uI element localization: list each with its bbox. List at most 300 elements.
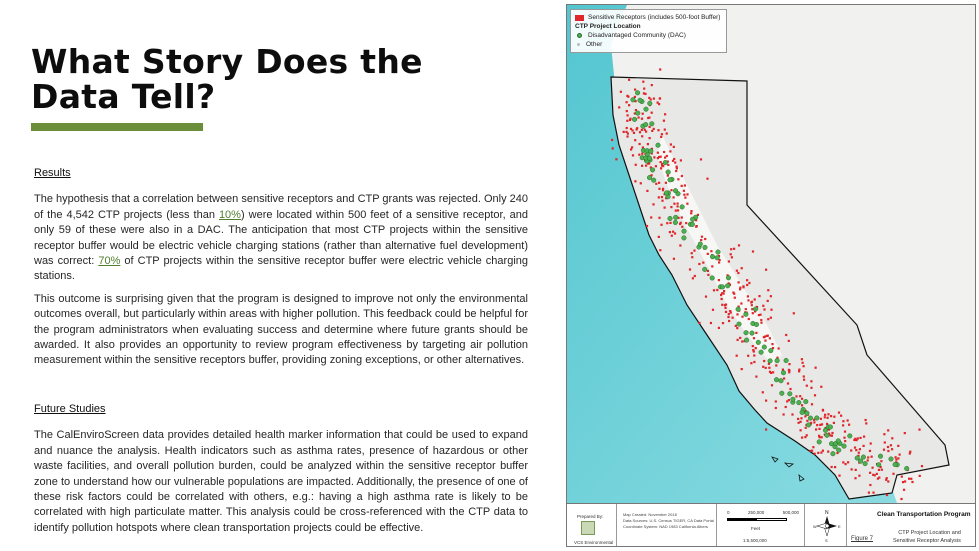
receptor-point <box>733 248 735 250</box>
receptor-point <box>799 395 801 397</box>
receptor-point <box>729 310 731 312</box>
dac-point <box>744 330 749 335</box>
receptor-point <box>677 178 679 180</box>
receptor-point <box>859 437 861 439</box>
svg-text:S: S <box>825 538 828 543</box>
receptor-point <box>759 314 761 316</box>
receptor-point <box>625 131 627 133</box>
receptor-point <box>684 184 686 186</box>
receptor-point <box>683 194 685 196</box>
receptor-point <box>724 304 726 306</box>
company-name: VCS Environmental <box>574 540 614 545</box>
receptor-point <box>658 188 660 190</box>
receptor-point <box>734 297 736 299</box>
receptor-point <box>751 301 753 303</box>
receptor-point <box>666 222 668 224</box>
receptor-point <box>612 147 614 149</box>
receptor-point <box>811 450 813 452</box>
receptor-point <box>641 129 643 131</box>
results-p1-part-b: ) were located within 500 feet of a sensitive receptor, and only 59 of these were also in a DAC. The anticipation that most CTP projects within the sensitive receptor buffer would be electric vehicle charging stations (rather than alternative fuel development) was correct: <box>34 208 528 268</box>
receptor-point <box>830 415 832 417</box>
receptor-point <box>626 135 628 137</box>
receptor-point <box>737 339 739 341</box>
receptor-point <box>818 428 820 430</box>
receptor-point <box>817 452 819 454</box>
receptor-point <box>736 313 738 315</box>
receptor-point <box>665 182 667 184</box>
receptor-point <box>872 492 874 494</box>
dac-point <box>631 98 636 103</box>
receptor-point <box>741 368 743 370</box>
receptor-point <box>681 185 683 187</box>
receptor-point <box>673 258 675 260</box>
receptor-point <box>904 480 906 482</box>
receptor-point <box>753 350 755 352</box>
receptor-point <box>661 200 663 202</box>
map-footer <box>567 503 975 547</box>
receptor-point <box>800 417 802 419</box>
receptor-point <box>661 165 663 167</box>
california-map-figure <box>566 4 976 547</box>
receptor-point <box>639 131 641 133</box>
receptor-point <box>667 164 669 166</box>
receptor-point <box>638 154 640 156</box>
receptor-point <box>863 445 865 447</box>
dac-point <box>775 358 780 363</box>
receptor-point <box>627 114 629 116</box>
receptor-point <box>765 367 767 369</box>
receptor-point <box>645 131 647 133</box>
receptor-point <box>891 448 893 450</box>
receptor-point <box>762 391 764 393</box>
receptor-point <box>763 336 765 338</box>
receptor-point <box>887 446 889 448</box>
receptor-point <box>764 340 766 342</box>
receptor-point <box>669 150 671 152</box>
receptor-point <box>840 415 842 417</box>
receptor-point <box>694 275 696 277</box>
receptor-point <box>629 118 631 120</box>
receptor-point <box>628 104 630 106</box>
receptor-point <box>661 133 663 135</box>
receptor-point <box>660 224 662 226</box>
receptor-point <box>747 295 749 297</box>
receptor-point <box>751 304 753 306</box>
receptor-point <box>803 375 805 377</box>
receptor-point <box>707 270 709 272</box>
dac-point <box>690 217 695 222</box>
receptor-point <box>630 148 632 150</box>
receptor-point <box>818 435 820 437</box>
dac-point <box>800 410 805 415</box>
dac-point <box>889 457 894 462</box>
receptor-point <box>650 216 652 218</box>
results-paragraph-1 <box>34 192 528 284</box>
receptor-point <box>748 282 750 284</box>
receptor-point <box>771 384 773 386</box>
receptor-point <box>814 453 816 455</box>
page-title: What Story Does the Data Tell? <box>31 42 423 116</box>
receptor-point <box>820 386 822 388</box>
dac-point <box>848 434 853 439</box>
dac-point <box>638 98 643 103</box>
receptor-point <box>657 129 659 131</box>
receptor-point <box>660 161 662 163</box>
receptor-point <box>636 128 638 130</box>
receptor-point <box>663 151 665 153</box>
map-subtitle-line-1: CTP Project Location and <box>898 530 961 536</box>
dac-point <box>647 156 652 161</box>
legend-receptors-label: Sensitive Receptors (includes 500-foot Buffer) <box>588 14 721 21</box>
dac-point <box>904 466 909 471</box>
legend-project-heading: CTP Project Location <box>575 23 641 30</box>
dac-point <box>647 175 652 180</box>
receptor-point <box>811 403 813 405</box>
dac-point <box>863 461 868 466</box>
receptor-point <box>721 298 723 300</box>
receptor-point <box>730 248 732 250</box>
receptor-point <box>676 167 678 169</box>
legend-other <box>575 40 720 49</box>
dac-point <box>715 256 720 261</box>
receptor-point <box>660 167 662 169</box>
receptor-point <box>878 477 880 479</box>
receptor-point <box>758 295 760 297</box>
dac-point <box>805 411 810 416</box>
receptor-point <box>675 210 677 212</box>
receptor-point <box>651 84 653 86</box>
receptor-point <box>626 120 628 122</box>
receptor-point <box>691 252 693 254</box>
receptor-point <box>881 469 883 471</box>
receptor-point <box>847 419 849 421</box>
receptor-point <box>737 272 739 274</box>
dac-point <box>754 322 759 327</box>
receptor-point <box>736 327 738 329</box>
receptor-point <box>901 476 903 478</box>
dac-point <box>710 276 715 281</box>
receptor-point <box>897 457 899 459</box>
receptor-point <box>659 97 661 99</box>
legend-dac-label: Disadvantaged Community (DAC) <box>588 32 686 39</box>
dac-point <box>893 462 898 467</box>
dac-point <box>806 423 811 428</box>
receptor-point <box>700 158 702 160</box>
text-content <box>34 166 528 543</box>
receptor-point <box>642 113 644 115</box>
receptor-point <box>765 269 767 271</box>
receptor-point <box>677 203 679 205</box>
receptor-point <box>677 209 679 211</box>
receptor-point <box>653 156 655 158</box>
dac-point <box>663 160 668 165</box>
receptor-point <box>834 466 836 468</box>
dac-point <box>664 191 669 196</box>
receptor-point <box>806 434 808 436</box>
receptor-point <box>741 267 743 269</box>
receptor-point <box>785 406 787 408</box>
dac-point <box>710 254 715 259</box>
receptor-point <box>800 421 802 423</box>
receptor-point <box>753 354 755 356</box>
map-graphic <box>567 5 975 503</box>
dac-point <box>682 229 687 234</box>
receptor-point <box>647 143 649 145</box>
receptor-point <box>641 135 643 137</box>
receptor-point <box>645 165 647 167</box>
receptor-point <box>701 236 703 238</box>
receptor-point <box>803 379 805 381</box>
receptor-point <box>710 322 712 324</box>
dac-point <box>878 454 883 459</box>
receptor-point <box>869 484 871 486</box>
dac-point <box>779 378 784 383</box>
scale-labels <box>727 510 799 515</box>
receptor-point <box>765 400 767 402</box>
receptor-point <box>741 340 743 342</box>
receptor-point <box>658 103 660 105</box>
receptor-point <box>669 222 671 224</box>
receptor-point <box>765 428 767 430</box>
receptor-point <box>631 129 633 131</box>
receptor-point <box>704 238 706 240</box>
dac-point <box>817 440 822 445</box>
results-p1-part-a: The hypothesis that a correlation between sensitive receptors and CTP grants was rejected. Only 240 of the 4,542 CTP projects (less than <box>34 193 528 221</box>
receptor-point <box>635 164 637 166</box>
dac-point <box>769 348 774 353</box>
dac-point <box>825 433 830 438</box>
receptor-point <box>775 400 777 402</box>
receptor-point <box>802 362 804 364</box>
receptor-point <box>681 216 683 218</box>
receptor-point <box>822 450 824 452</box>
receptor-point <box>664 129 666 131</box>
receptor-point <box>869 450 871 452</box>
receptor-point <box>824 416 826 418</box>
receptor-point <box>711 265 713 267</box>
receptor-point <box>919 475 921 477</box>
receptor-point <box>632 154 634 156</box>
receptor-point <box>822 409 824 411</box>
receptor-point <box>816 424 818 426</box>
receptor-point <box>736 355 738 357</box>
receptor-point <box>883 449 885 451</box>
receptor-point <box>649 126 651 128</box>
receptor-point <box>658 236 660 238</box>
receptor-point <box>788 399 790 401</box>
receptor-point <box>745 308 747 310</box>
receptor-point <box>800 429 802 431</box>
dac-point <box>804 399 809 404</box>
receptor-point <box>707 274 709 276</box>
dac-point <box>780 391 785 396</box>
receptor-point <box>886 494 888 496</box>
receptor-point <box>653 128 655 130</box>
receptor-point <box>705 296 707 298</box>
receptor-point <box>831 432 833 434</box>
receptor-point <box>641 153 643 155</box>
dac-point <box>668 216 673 221</box>
receptor-point <box>667 175 669 177</box>
receptor-point <box>695 226 697 228</box>
dac-point <box>648 101 653 106</box>
receptor-point <box>658 217 660 219</box>
receptor-point <box>618 106 620 108</box>
legend-other-label: Other <box>586 41 603 48</box>
receptor-point <box>798 370 800 372</box>
dac-point <box>673 188 678 193</box>
receptor-point <box>748 318 750 320</box>
receptor-point <box>700 239 702 241</box>
receptor-point <box>657 157 659 159</box>
receptor-point <box>770 317 772 319</box>
receptor-point <box>788 340 790 342</box>
receptor-point <box>672 160 674 162</box>
receptor-point <box>847 461 849 463</box>
receptor-point <box>872 467 874 469</box>
receptor-point <box>732 317 734 319</box>
dac-point <box>698 242 703 247</box>
receptor-point <box>646 225 648 227</box>
receptor-point <box>643 88 645 90</box>
scale-ratio: 1:5,500,000 <box>743 538 767 543</box>
receptor-point <box>910 478 912 480</box>
receptor-point <box>778 347 780 349</box>
receptor-point <box>751 308 753 310</box>
receptor-point <box>690 210 692 212</box>
dac-point <box>656 143 661 148</box>
dac-point <box>720 285 725 290</box>
receptor-point <box>869 472 871 474</box>
dac-point <box>726 276 731 281</box>
receptor-point <box>887 429 889 431</box>
receptor-point <box>868 492 870 494</box>
dac-point <box>744 312 749 317</box>
receptor-point <box>727 316 729 318</box>
receptor-point <box>820 452 822 454</box>
title-cell <box>847 504 975 547</box>
map-legend <box>570 9 727 53</box>
scale-cell <box>717 504 805 547</box>
receptor-point <box>626 110 628 112</box>
future-studies-paragraph: The CalEnviroScreen data provides detailed health marker information that could be used to expand and nuance the analysis. Health indicators such as asthma rates, presence of hazardous or other waste facilities, and overall pollution burden, could be analyzed within the sensitive receptor buffer zone to understand how our vulnerable populations are impacted. Additionally, the presence of one of these risk factors could be correlated with others, e.g.: having a high asthma rate is likely to be correlated with high particulate matter. This analysis could be cross-referenced with the CTP data to identify pollution hotspots where clean transportation projects could be effective. <box>34 429 528 534</box>
receptor-point <box>664 113 666 115</box>
receptor-point <box>755 347 757 349</box>
receptor-point <box>768 367 770 369</box>
receptor-point <box>747 355 749 357</box>
receptor-point <box>791 413 793 415</box>
receptor-point <box>736 270 738 272</box>
receptor-point <box>887 450 889 452</box>
receptor-point <box>891 437 893 439</box>
receptor-point <box>720 294 722 296</box>
receptor-point <box>640 182 642 184</box>
receptor-point <box>885 479 887 481</box>
receptor-point <box>634 180 636 182</box>
map-subtitle <box>893 529 961 545</box>
receptor-point <box>655 183 657 185</box>
receptor-point <box>805 427 807 429</box>
receptor-point <box>762 305 764 307</box>
receptor-point <box>921 465 923 467</box>
receptor-point <box>815 367 817 369</box>
receptor-point <box>642 81 644 83</box>
receptor-point <box>851 468 853 470</box>
dac-point <box>788 392 793 397</box>
receptor-point <box>763 360 765 362</box>
receptor-point <box>663 120 665 122</box>
receptor-point <box>810 387 812 389</box>
receptor-point <box>615 158 617 160</box>
receptor-swatch-icon <box>575 15 584 21</box>
dac-point <box>858 459 863 464</box>
receptor-point <box>801 398 803 400</box>
receptor-point <box>746 279 748 281</box>
receptor-point <box>738 281 740 283</box>
receptor-point <box>681 175 683 177</box>
receptor-point <box>674 232 676 234</box>
receptor-point <box>706 178 708 180</box>
receptor-point <box>878 469 880 471</box>
receptor-point <box>633 132 635 134</box>
receptor-point <box>867 459 869 461</box>
dac-point <box>736 307 741 312</box>
receptor-point <box>723 293 725 295</box>
receptor-point <box>649 137 651 139</box>
receptor-point <box>686 193 688 195</box>
receptor-point <box>634 139 636 141</box>
receptor-point <box>871 456 873 458</box>
receptor-point <box>833 416 835 418</box>
receptor-point <box>908 478 910 480</box>
receptor-point <box>653 98 655 100</box>
dac-point <box>774 377 779 382</box>
dac-point <box>666 170 671 175</box>
receptor-point <box>698 263 700 265</box>
receptor-point <box>813 421 815 423</box>
info-line-2: Data Sources: U.S. Census TIGER, CA Data Portal <box>623 518 714 523</box>
receptor-point <box>899 454 901 456</box>
dac-point <box>781 370 786 375</box>
receptor-point <box>664 157 666 159</box>
receptor-point <box>658 196 660 198</box>
receptor-point <box>721 304 723 306</box>
dac-point <box>815 416 820 421</box>
receptor-point <box>641 118 643 120</box>
receptor-point <box>783 377 785 379</box>
dac-point <box>644 107 649 112</box>
receptor-point <box>718 279 720 281</box>
receptor-point <box>685 222 687 224</box>
receptor-point <box>797 418 799 420</box>
receptor-point <box>710 250 712 252</box>
map-area <box>567 5 975 503</box>
dac-point <box>682 236 687 241</box>
dac-point <box>635 91 640 96</box>
receptor-point <box>848 424 850 426</box>
receptor-point <box>787 382 789 384</box>
dac-point <box>808 416 813 421</box>
receptor-point <box>843 437 845 439</box>
receptor-point <box>647 117 649 119</box>
receptor-point <box>788 371 790 373</box>
receptor-point <box>713 289 715 291</box>
receptor-point <box>693 250 695 252</box>
dac-point <box>716 250 721 255</box>
receptor-point <box>900 498 902 500</box>
receptor-point <box>845 463 847 465</box>
receptor-point <box>890 444 892 446</box>
